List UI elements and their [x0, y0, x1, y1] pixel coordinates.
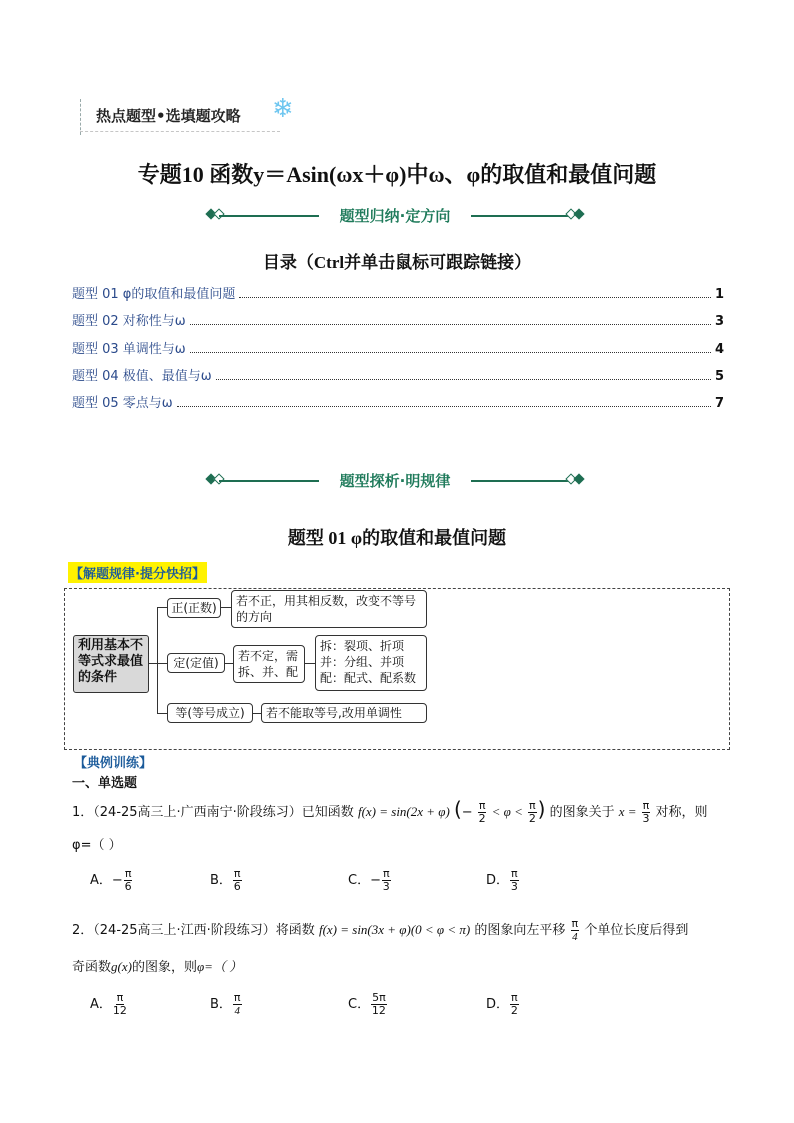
page-title: 专题10 函数y＝Asin(ωx＋φ)中ω、φ的取值和最值问题 — [137, 162, 657, 187]
question-section-heading: 一、单选题 — [72, 776, 138, 791]
header-title: 热点题型•选填题攻略 — [96, 107, 241, 125]
toc-dot-leader — [216, 379, 711, 380]
rule-diagram — [64, 588, 730, 750]
toc-item[interactable] — [72, 393, 724, 411]
section-banner-1 — [205, 206, 585, 226]
banner-2-text: 题型探析·明规律 — [339, 472, 451, 490]
toc-dot-leader — [190, 352, 711, 353]
q1-option-a[interactable]: A．− $\frac{\pi}{6}$ — [90, 867, 132, 893]
toc-title: 目录（Ctrl并单击鼠标可跟踪链接） — [262, 253, 532, 272]
q2-option-a[interactable]: A． $\frac{\pi}{12}$ — [90, 991, 127, 1017]
toc-item-page: 4 — [714, 342, 724, 357]
toc-item-label: 题型 05 零点与ω — [72, 396, 173, 411]
section-banner-2 — [205, 471, 585, 491]
diagram-branch-3: 等(等号成立) — [167, 703, 253, 723]
diagram-branch-2-note: 若不定，需拆、并、配 — [233, 645, 305, 683]
toc-item-label: 题型 03 单调性与ω — [72, 342, 186, 357]
toc-item[interactable] — [72, 311, 724, 329]
snowflake-icon: ❄ — [272, 94, 294, 124]
q1-mid: 的图象关于 — [549, 805, 615, 820]
toc-item-page: 3 — [714, 314, 724, 329]
example-tag: 【典例训练】 — [72, 751, 154, 772]
header-rule-horizontal — [80, 131, 280, 132]
q1-prefix: 1．（24-25高三上·广西南宁·阶段练习）已知函数 — [72, 805, 354, 820]
q2-function: f(x) = sin(3x + φ)(0 < φ < π) — [318, 922, 471, 937]
q1-suffix: 对称，则 — [655, 805, 708, 820]
diagram-branch-1-note: 若不正，用其相反数，改变不等号的方向 — [231, 590, 427, 628]
toc-dot-leader — [190, 324, 711, 325]
toc-item[interactable] — [72, 366, 724, 384]
banner-1-text: 题型归纳·定方向 — [339, 207, 451, 225]
q1-axis: x = — [618, 804, 637, 819]
q2-mid: 的图象向左平移 — [474, 923, 566, 938]
toc-item-label: 题型 01 φ的取值和最值问题 — [72, 287, 236, 302]
diagram-branch-1: 正(正数) — [167, 598, 221, 618]
q1-frac-pi-2b: $\frac{\pi}{2}$ — [528, 799, 536, 825]
toc-item-label: 题型 02 对称性与ω — [72, 314, 186, 329]
header-rule-vertical — [80, 99, 81, 135]
toc-item[interactable] — [72, 339, 724, 357]
question-2-line2: 奇函数g(x)的图象，则φ=（ ） — [72, 959, 243, 975]
q1-frac-pi-2a: $\frac{\pi}{2}$ — [478, 799, 486, 825]
question-1: 1．（24-25高三上·广西南宁·阶段练习）已知函数 f(x) = sin(2x + φ) (− $\frac{\pi}{2}$ < φ < $\frac{\pi}{2}$ ) 的图象关于 x = $\frac{\pi}{3}$ 对称，则 — [72, 797, 708, 825]
q2-suffix: 个单位长度后得到 — [584, 923, 689, 938]
toc-dot-leader — [177, 406, 711, 407]
q2-prefix: 2．（24-25高三上·江西·阶段练习）将函数 — [72, 923, 315, 938]
toc-item-page: 7 — [714, 396, 724, 411]
diagram-detail-line: 配：配式、配系数 — [320, 671, 417, 685]
q1-option-b[interactable]: B． $\frac{\pi}{6}$ — [210, 867, 241, 893]
section-title: 题型 01 φ的取值和最值问题 — [287, 528, 507, 548]
q2-option-b[interactable]: B． $\frac{\pi}{4}$ — [210, 991, 241, 1017]
q2-frac-shift: $\frac{\pi}{4}$ — [571, 917, 579, 943]
q2-option-c[interactable]: C． $\frac{5\pi}{12}$ — [348, 991, 386, 1017]
diagram-branch-2-detail — [315, 635, 427, 691]
toc-item-page: 1 — [714, 287, 724, 302]
q1-function: f(x) = sin(2x + φ) — [357, 804, 450, 819]
q2-option-d[interactable]: D． $\frac{\pi}{2}$ — [486, 991, 518, 1017]
rule-tag: 【解题规律·提分快招】 — [68, 562, 207, 583]
diagram-root: 利用基本不等式求最值的条件 — [73, 635, 149, 693]
diagram-branch-3-note: 若不能取等号,改用单调性 — [261, 703, 427, 723]
diagram-detail-line: 拆：裂项、折项 — [320, 639, 405, 653]
q1-option-c[interactable]: C．− $\frac{\pi}{3}$ — [348, 867, 390, 893]
q1-frac-pi-3: $\frac{\pi}{3}$ — [642, 799, 650, 825]
question-1-line2: φ=（ ） — [72, 838, 122, 853]
q1-option-d[interactable]: D． $\frac{\pi}{3}$ — [486, 867, 518, 893]
q1-condition: < φ < — [491, 804, 523, 819]
q1-minus: − — [461, 805, 473, 820]
toc-item-page: 5 — [714, 369, 724, 384]
question-2 — [72, 918, 732, 943]
toc-item[interactable] — [72, 284, 724, 302]
diagram-branch-2: 定(定值) — [167, 653, 225, 673]
toc-item-label: 题型 04 极值、最值与ω — [72, 369, 212, 384]
toc-dot-leader — [239, 297, 711, 298]
diagram-detail-line: 并：分组、并项 — [320, 655, 405, 669]
